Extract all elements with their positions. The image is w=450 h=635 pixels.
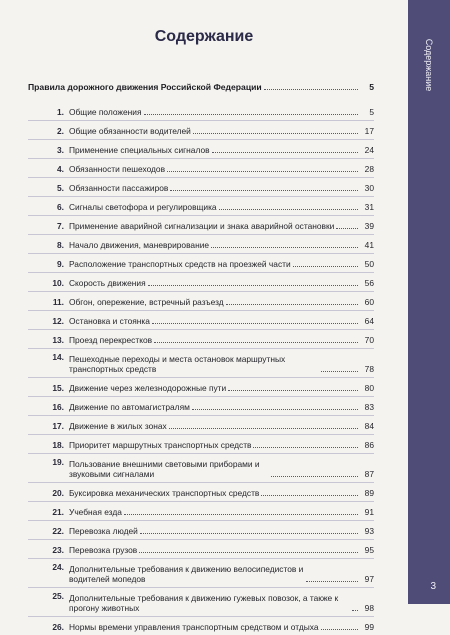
- dot-leader: [139, 552, 358, 553]
- toc-item-page: 80: [364, 383, 374, 393]
- toc-item-number: 3.: [57, 145, 64, 155]
- toc-item-page: 95: [364, 545, 374, 555]
- toc-item-text: Обязанности пассажиров: [69, 183, 169, 193]
- toc-item-entry: [69, 297, 374, 307]
- dot-leader: [293, 266, 358, 267]
- toc-item-number: 19.: [52, 457, 64, 467]
- toc-item-text: Расположение транспортных средств на проезжей части: [69, 259, 291, 269]
- toc-item-number: 10.: [52, 278, 64, 288]
- toc-item-page: 97: [364, 574, 374, 584]
- toc-item-5[interactable]: [28, 178, 374, 197]
- toc-item-12[interactable]: [28, 311, 374, 330]
- dot-leader: [192, 409, 358, 410]
- toc-item-entry: [69, 278, 374, 288]
- toc-main-entry-page: 5: [369, 82, 374, 92]
- toc-item-page: 89: [364, 488, 374, 498]
- toc-item-page: 41: [364, 240, 374, 250]
- toc-item-number: 26.: [52, 622, 64, 632]
- toc-item-7[interactable]: [28, 216, 374, 235]
- toc-item-page: 28: [364, 164, 374, 174]
- dot-leader: [264, 89, 358, 90]
- toc-item-page: 87: [364, 469, 374, 479]
- dot-leader: [193, 133, 358, 134]
- toc-item-text: Буксировка механических транспортных средств: [69, 488, 260, 498]
- toc-item-text: Движение в жилых зонах: [69, 421, 167, 431]
- toc-item-14[interactable]: [28, 349, 374, 378]
- dot-leader: [148, 285, 358, 286]
- toc-item-8[interactable]: [28, 235, 374, 254]
- toc-item-page: 30: [364, 183, 374, 193]
- toc-item-page: 99: [364, 622, 374, 632]
- dot-leader: [124, 514, 358, 515]
- dot-leader: [152, 323, 358, 324]
- toc-item-number: 7.: [57, 221, 64, 231]
- toc-item-number: 23.: [52, 545, 64, 555]
- toc-item-text: Дополнительные требования к движению гужевых повозок, а также к прогону животных: [69, 593, 339, 613]
- dot-leader: [321, 371, 358, 372]
- toc-item-page: 17: [364, 126, 374, 136]
- toc-item-number: 18.: [52, 440, 64, 450]
- toc-item-entry: [69, 335, 374, 345]
- toc-item-page: 98: [364, 603, 374, 613]
- toc-item-entry: [69, 421, 374, 431]
- toc-item-number: 8.: [57, 240, 64, 250]
- dot-leader: [170, 190, 358, 191]
- toc-item-entry: [69, 383, 374, 393]
- toc-item-entry: [69, 545, 374, 555]
- toc-item-page: 84: [364, 421, 374, 431]
- toc-item-page: 83: [364, 402, 374, 412]
- toc-item-text: Общие обязанности водителей: [69, 126, 191, 136]
- toc-item-number: 16.: [52, 402, 64, 412]
- toc-item-number: 24.: [52, 562, 64, 572]
- toc-item-entry: [69, 507, 374, 517]
- toc-main-entry[interactable]: [28, 78, 374, 92]
- toc-item-page: 64: [364, 316, 374, 326]
- toc-item-18[interactable]: [28, 435, 374, 454]
- toc-item-entry: [69, 440, 374, 450]
- toc-item-page: 56: [364, 278, 374, 288]
- toc-item-text: Скорость движения: [69, 278, 146, 288]
- toc-item-entry: [69, 622, 374, 632]
- dot-leader: [352, 610, 358, 611]
- toc-item-entry: [69, 402, 374, 412]
- toc-item-1[interactable]: [28, 102, 374, 121]
- dot-leader: [321, 629, 359, 630]
- toc-item-11[interactable]: [28, 292, 374, 311]
- dot-leader: [144, 114, 358, 115]
- toc-item-number: 15.: [52, 383, 64, 393]
- toc-item-entry: [69, 526, 374, 536]
- toc-item-text: Перевозка людей: [69, 526, 138, 536]
- toc-item-text: Общие положения: [69, 107, 142, 117]
- toc-item-number: 21.: [52, 507, 64, 517]
- toc-item-16[interactable]: [28, 397, 374, 416]
- toc-item-text: Движение по автомагистралям: [69, 402, 190, 412]
- toc-item-entry: [69, 107, 374, 117]
- toc-item-page: 78: [364, 364, 374, 374]
- toc-item-22[interactable]: [28, 521, 374, 540]
- toc-item-text: Сигналы светофора и регулировщика: [69, 202, 217, 212]
- table-of-contents: [28, 78, 374, 635]
- toc-item-page: 70: [364, 335, 374, 345]
- toc-item-number: 22.: [52, 526, 64, 536]
- toc-item-23[interactable]: [28, 540, 374, 559]
- toc-item-15[interactable]: [28, 378, 374, 397]
- dot-leader: [271, 476, 358, 477]
- toc-item-2[interactable]: [28, 121, 374, 140]
- toc-item-number: 9.: [57, 259, 64, 269]
- toc-item-page: 24: [364, 145, 374, 155]
- dot-leader: [169, 428, 358, 429]
- toc-item-entry: [69, 126, 374, 136]
- dot-leader: [336, 228, 358, 229]
- toc-item-entry: [69, 354, 374, 374]
- toc-item-text: Приоритет маршрутных транспортных средств: [69, 440, 252, 450]
- dot-leader: [212, 152, 358, 153]
- toc-item-entry: [69, 459, 374, 479]
- toc-item-19[interactable]: [28, 454, 374, 483]
- toc-item-9[interactable]: [28, 254, 374, 273]
- toc-item-number: 2.: [57, 126, 64, 136]
- dot-leader: [253, 447, 358, 448]
- page-title: Содержание: [154, 28, 254, 45]
- toc-item-6[interactable]: [28, 197, 374, 216]
- toc-item-3[interactable]: [28, 140, 374, 159]
- toc-item-page: 39: [364, 221, 374, 231]
- dot-leader: [219, 209, 358, 210]
- dot-leader: [228, 390, 358, 391]
- toc-item-number: 4.: [57, 164, 64, 174]
- page-number: 3: [430, 581, 436, 592]
- toc-item-text: Начало движения, маневрирование: [69, 240, 210, 250]
- toc-item-page: 31: [364, 202, 374, 212]
- toc-item-entry: [69, 183, 374, 193]
- toc-item-entry: [69, 564, 374, 584]
- toc-item-13[interactable]: [28, 330, 374, 349]
- toc-item-text: Проезд перекрестков: [69, 335, 153, 345]
- dot-leader: [226, 304, 358, 305]
- side-tab-label: Содержание: [424, 38, 434, 92]
- toc-item-26[interactable]: [28, 617, 374, 635]
- dot-leader: [261, 495, 358, 496]
- dot-leader: [211, 247, 358, 248]
- toc-item-number: 5.: [57, 183, 64, 193]
- toc-item-text: Остановка и стоянка: [69, 316, 150, 326]
- toc-item-text: Применение специальных сигналов: [69, 145, 210, 155]
- toc-item-21[interactable]: [28, 502, 374, 521]
- toc-item-text: Учебная езда: [69, 507, 122, 517]
- dot-leader: [140, 533, 358, 534]
- toc-item-text: Нормы времени управления транспортным средством и отдыха: [69, 622, 319, 632]
- toc-item-24[interactable]: [28, 559, 374, 588]
- toc-item-text: Применение аварийной сигнализации и знака аварийной остановки: [69, 221, 335, 231]
- toc-item-number: 14.: [52, 352, 64, 362]
- toc-item-entry: [69, 316, 374, 326]
- toc-item-text: Обязанности пешеходов: [69, 164, 166, 174]
- toc-item-number: 1.: [57, 107, 64, 117]
- toc-item-text: Движение через железнодорожные пути: [69, 383, 227, 393]
- toc-item-text: Пользование внешними световыми приборами и звуковыми сигналами: [69, 459, 260, 479]
- toc-item-entry: [69, 202, 374, 212]
- toc-item-entry: [69, 488, 374, 498]
- toc-item-entry: [69, 259, 374, 269]
- toc-item-4[interactable]: [28, 159, 374, 178]
- toc-item-page: 50: [364, 259, 374, 269]
- toc-item-25[interactable]: [28, 588, 374, 617]
- toc-item-page: 60: [364, 297, 374, 307]
- toc-item-page: 86: [364, 440, 374, 450]
- toc-item-20[interactable]: [28, 483, 374, 502]
- toc-item-text: Дополнительные требования к движению велосипедистов и водителей мопедов: [69, 564, 304, 584]
- toc-item-number: 11.: [52, 297, 64, 307]
- toc-item-number: 13.: [52, 335, 64, 345]
- toc-item-entry: [69, 221, 374, 231]
- toc-item-entry: [69, 240, 374, 250]
- toc-item-page: 91: [364, 507, 374, 517]
- toc-item-number: 25.: [52, 591, 64, 601]
- toc-item-page: 5: [369, 107, 374, 117]
- dot-leader: [154, 342, 358, 343]
- toc-item-entry: [69, 593, 374, 613]
- side-tab: [408, 0, 450, 604]
- toc-item-entry: [69, 164, 374, 174]
- toc-item-page: 93: [364, 526, 374, 536]
- toc-item-text: Обгон, опережение, встречный разъезд: [69, 297, 224, 307]
- toc-main-entry-text: Правила дорожного движения Российской Федерации: [28, 82, 262, 92]
- toc-item-text: Перевозка грузов: [69, 545, 138, 555]
- toc-item-number: 20.: [52, 488, 64, 498]
- toc-item-text: Пешеходные переходы и места остановок маршрутных транспортных средств: [69, 354, 286, 374]
- toc-item-number: 6.: [57, 202, 64, 212]
- toc-item-number: 17.: [52, 421, 64, 431]
- dot-leader: [167, 171, 358, 172]
- toc-item-17[interactable]: [28, 416, 374, 435]
- dot-leader: [306, 581, 358, 582]
- toc-item-number: 12.: [52, 316, 64, 326]
- toc-item-10[interactable]: [28, 273, 374, 292]
- toc-item-entry: [69, 145, 374, 155]
